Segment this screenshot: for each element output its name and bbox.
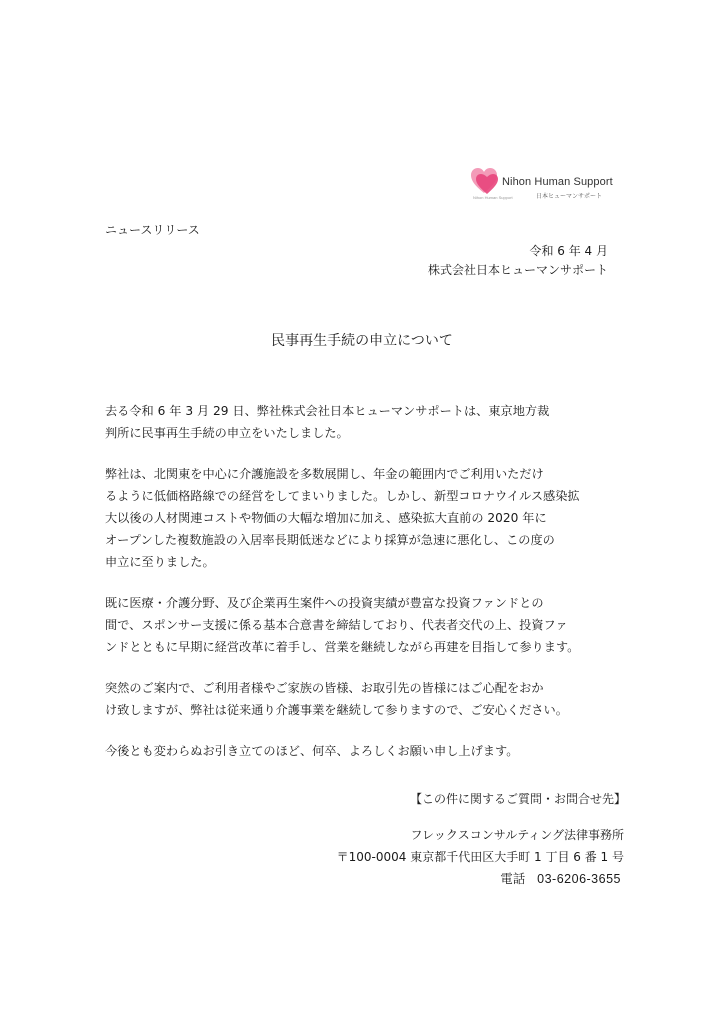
text-line: ンドとともに早期に経営改革に着手し、営業を継続しながら再建を目指して参ります。 <box>105 640 580 654</box>
contact-heading: 【この件に関するご質問・お問合せ先】 <box>409 792 626 806</box>
text-line: 判所に民事再生手続の申立をいたしました。 <box>105 426 349 440</box>
phone-label: 電話 <box>500 871 526 886</box>
text-line: 間で、スポンサー支援に係る基本合意書を締結しており、代表者交代の上、投資ファ <box>105 618 568 632</box>
law-firm-address: 〒100-0004 東京都千代田区大手町 1 丁目 6 番 1 号 <box>336 850 624 864</box>
phone-line <box>500 869 621 887</box>
document-title: 民事再生手続の申立について <box>271 333 453 349</box>
body-text <box>105 400 625 781</box>
paragraph <box>105 400 625 444</box>
phone-number: 03-6206-3655 <box>537 872 621 886</box>
text-line: け致しますが、弊社は従来通り介護事業を継続して参りますので、ご安心ください。 <box>105 703 568 717</box>
law-firm-name: フレックスコンサルティング法律事務所 <box>410 828 624 842</box>
text-line: 突然のご案内で、ご利用者様やご家族の皆様、お取引先の皆様にはご心配をおか <box>105 681 544 695</box>
company-logo <box>470 166 630 206</box>
text-line: 既に医療・介護分野、及び企業再生案件への投資実績が豊富な投資ファンドとの <box>105 596 544 610</box>
text-line: 去る令和 6 年 3 月 29 日、弊社株式会社日本ヒューマンサポートは、東京地方裁 <box>105 404 550 418</box>
paragraph <box>105 592 625 658</box>
text-line: オープンした複数施設の入居率長期低迷などにより採算が急速に悪化し、この度の <box>105 533 555 547</box>
text-line: 申立に至りました。 <box>105 555 215 569</box>
text-line: 大以後の人材関連コストや物価の大幅な増加に加え、感染拡大直前の 2020 年に <box>105 511 547 525</box>
text-line: 弊社は、北関東を中心に介護施設を多数展開し、年金の範囲内でご利用いただけ <box>105 467 544 481</box>
logo-mini-text: Nihon Human Support <box>473 195 513 200</box>
heart-icon <box>470 166 500 196</box>
release-date: 令和 6 年 4 月 <box>529 244 608 258</box>
news-release-label: ニュースリリース <box>105 223 200 237</box>
text-line: 今後とも変わらぬお引き立てのほど、何卒、よろしくお願い申し上げます。 <box>105 744 519 758</box>
logo-subtitle: 日本ヒューマンサポート <box>536 193 603 200</box>
company-name: 株式会社日本ヒューマンサポート <box>427 263 608 277</box>
paragraph <box>105 463 625 573</box>
logo-name: Nihon Human Support <box>502 176 613 188</box>
text-line: るように低価格路線での経営をしてまいりました。しかし、新型コロナウイルス感染拡 <box>105 489 580 503</box>
paragraph <box>105 740 625 762</box>
paragraph <box>105 677 625 721</box>
